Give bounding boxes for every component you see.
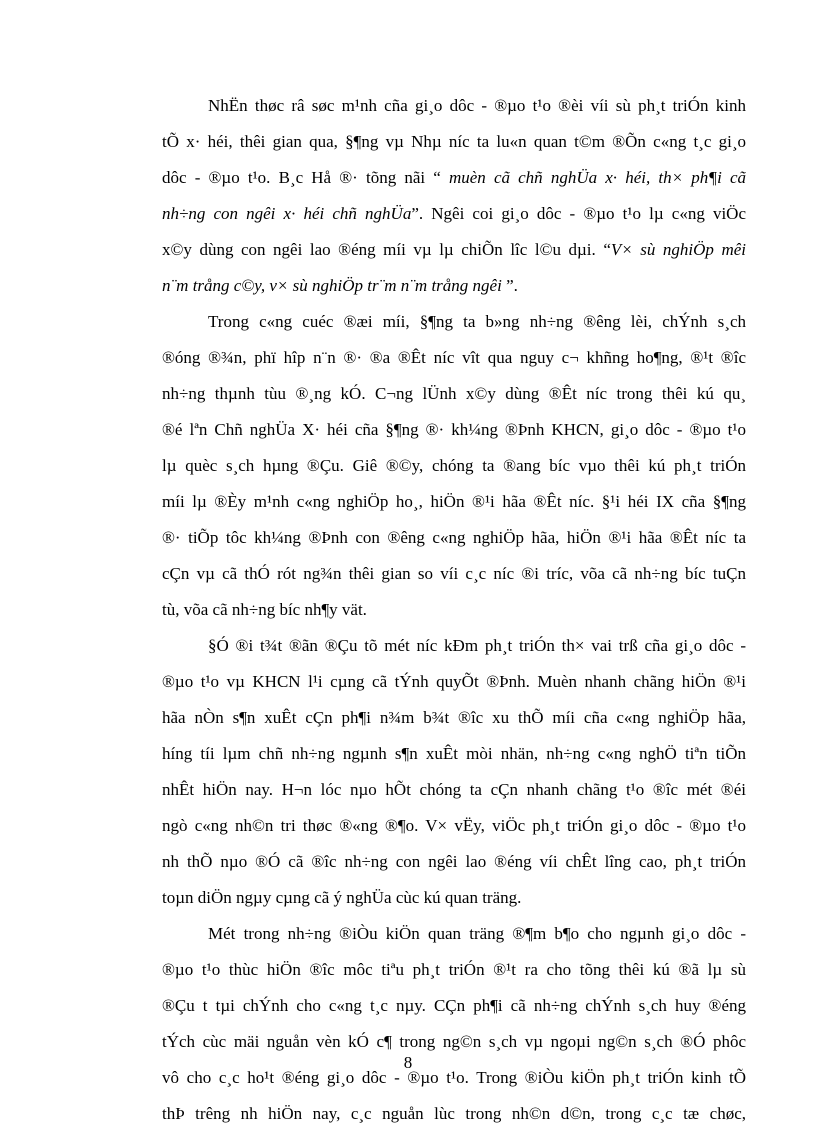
page-number: 8 bbox=[403, 1053, 413, 1072]
text-line: tù, võa cã nh÷ng bíc nh¶y vät. bbox=[162, 600, 367, 619]
text-line: ®µo t¹o vµ KHCN l¹i cµng cã tÝnh quyÕt ®Þnh. Muèn nhanh chãng hiÖn ®¹i bbox=[162, 672, 746, 691]
text-line: cÇn vµ cã thÓ rót ng¾n thêi gian so víi c¸c níc ®i tríc, võa cã nh÷ng bíc tuÇn bbox=[162, 564, 746, 583]
text-line: nh thÕ nµo ®Ó cã ®îc nh÷ng con ngêi lao ®éng víi chÊt lîng cao, ph¸t triÓn bbox=[162, 852, 746, 871]
text-line: vô cho c¸c ho¹t ®éng gi¸o dôc - ®µo t¹o. Trong ®iÒu kiÖn ph¸t triÓn kinh tÕ bbox=[162, 1068, 746, 1087]
text-line: míi lµ ®Èy m¹nh c«ng nghiÖp ho¸, hiÖn ®¹i hãa ®Êt níc. §¹i héi IX cña §¶ng bbox=[162, 492, 746, 511]
quote-text: V× sù nghiÖp mêi bbox=[610, 240, 746, 259]
text-line: thÞ trêng nh hiÖn nay, c¸c nguån lùc trong nh©n d©n, trong c¸c tæ chøc, bbox=[162, 1104, 746, 1123]
text-line bbox=[116, 232, 746, 268]
text-segment: ”. Ngêi coi gi¸o dôc - ®µo t¹o lµ c«ng viÖc bbox=[411, 204, 746, 223]
text-line: §Ó ®i t¾t ®ãn ®Çu tõ mét níc kÐm ph¸t triÓn th× vai trß cña gi¸o dôc - bbox=[208, 636, 746, 655]
quote-text: n¨m trång c©y, v× sù nghiÖp tr¨m n¨m trång ngêi bbox=[162, 276, 502, 295]
paragraph-3 bbox=[116, 628, 746, 916]
text-line: nhÊt hiÖn nay. H¬n lóc nµo hÕt chóng ta cÇn nhanh chãng t¹o ®îc mét ®éi bbox=[162, 780, 746, 799]
text-segment: dôc - ®µo t¹o. B¸c Hå ®· tõng nãi “ bbox=[162, 168, 441, 187]
text-line bbox=[116, 160, 746, 196]
text-line: NhËn thøc râ søc m¹nh cña gi¸o dôc - ®µo t¹o ®èi víi sù ph¸t triÓn kinh bbox=[208, 96, 746, 115]
quote-text: nh÷ng con ngêi x· héi chñ nghÜa bbox=[162, 204, 412, 223]
text-line bbox=[116, 196, 746, 232]
text-line: ®óng ®¾n, phï hîp n¨n ®· ®a ®Êt níc vît qua nguy c¬ khñng ho¶ng, ®¹t ®îc bbox=[162, 348, 746, 367]
text-line: ®µo t¹o thùc hiÖn ®îc môc tiªu ph¸t triÓn ®¹t ra cho tõng thêi kú ®ã lµ sù bbox=[162, 960, 746, 979]
paragraph-4 bbox=[116, 916, 746, 1132]
text-line: ®é lªn Chñ nghÜa X· héi cña §¶ng ®· kh¼ng ®Þnh KHCN, gi¸o dôc - ®µo t¹o bbox=[162, 420, 746, 439]
text-line: toµn diÖn ngµy cµng cã ý nghÜa cùc kú quan träng. bbox=[162, 888, 522, 907]
body-text bbox=[116, 88, 746, 1132]
text-line: n¨m trång c©y, v× sù nghiÖp tr¨m n¨m trång ngêi ”. bbox=[162, 276, 518, 295]
text-line: tÝch cùc mäi nguån vèn kÓ c¶ trong ng©n s¸ch vµ ngoµi ng©n s¸ch ®Ó phôc bbox=[162, 1032, 746, 1051]
text-line: nh÷ng thµnh tùu ®¸ng kÓ. C¬ng lÜnh x©y dùng ®Êt níc trong thêi kú qu¸ bbox=[162, 384, 746, 403]
text-line: Trong c«ng cuéc ®æi míi, §¶ng ta b»ng nh÷ng ®êng lèi, chÝnh s¸ch bbox=[208, 312, 746, 331]
text-line: ®· tiÕp tôc kh¼ng ®Þnh con ®êng c«ng nghiÖp hãa, hiÖn ®¹i hãa ®Êt níc ta bbox=[162, 528, 746, 547]
text-line: tÕ x· héi, thêi gian qua, §¶ng vµ Nhµ níc ta lu«n quan t©m ®Õn c«ng t¸c gi¸o bbox=[162, 132, 746, 151]
text-line: hãa nÒn s¶n xuÊt cÇn ph¶i n¾m b¾t ®îc xu thÕ míi cña c«ng nghiÖp hãa, bbox=[162, 708, 746, 727]
text-line: Mét trong nh÷ng ®iÒu kiÖn quan träng ®¶m b¶o cho ngµnh gi¸o dôc - bbox=[208, 924, 746, 943]
text-line: ngò c«ng nh©n tri thøc ®«ng ®¶o. V× vËy, viÖc ph¸t triÓn gi¸o dôc - ®µo t¹o bbox=[162, 816, 746, 835]
paragraph-1 bbox=[116, 88, 746, 304]
text-line: ®Çu t tµi chÝnh cho c«ng t¸c nµy. CÇn ph¶i cã nh÷ng chÝnh s¸ch huy ®éng bbox=[162, 996, 746, 1015]
quote-text: muèn cã chñ nghÜa x· héi, th× ph¶i cã bbox=[448, 168, 746, 187]
text-line: híng tíi lµm chñ nh÷ng ngµnh s¶n xuÊt mòi nhän, nh÷ng c«ng nghÖ tiªn tiÕn bbox=[162, 744, 746, 763]
text-line: lµ quèc s¸ch hµng ®Çu. Giê ®©y, chóng ta ®ang bíc vµo thêi kú ph¸t triÓn bbox=[162, 456, 746, 475]
paragraph-2 bbox=[116, 304, 746, 628]
text-segment: x©y dùng con ngêi lao ®éng míi vµ lµ chiÕn lîc l©u dµi. “ bbox=[162, 240, 611, 259]
